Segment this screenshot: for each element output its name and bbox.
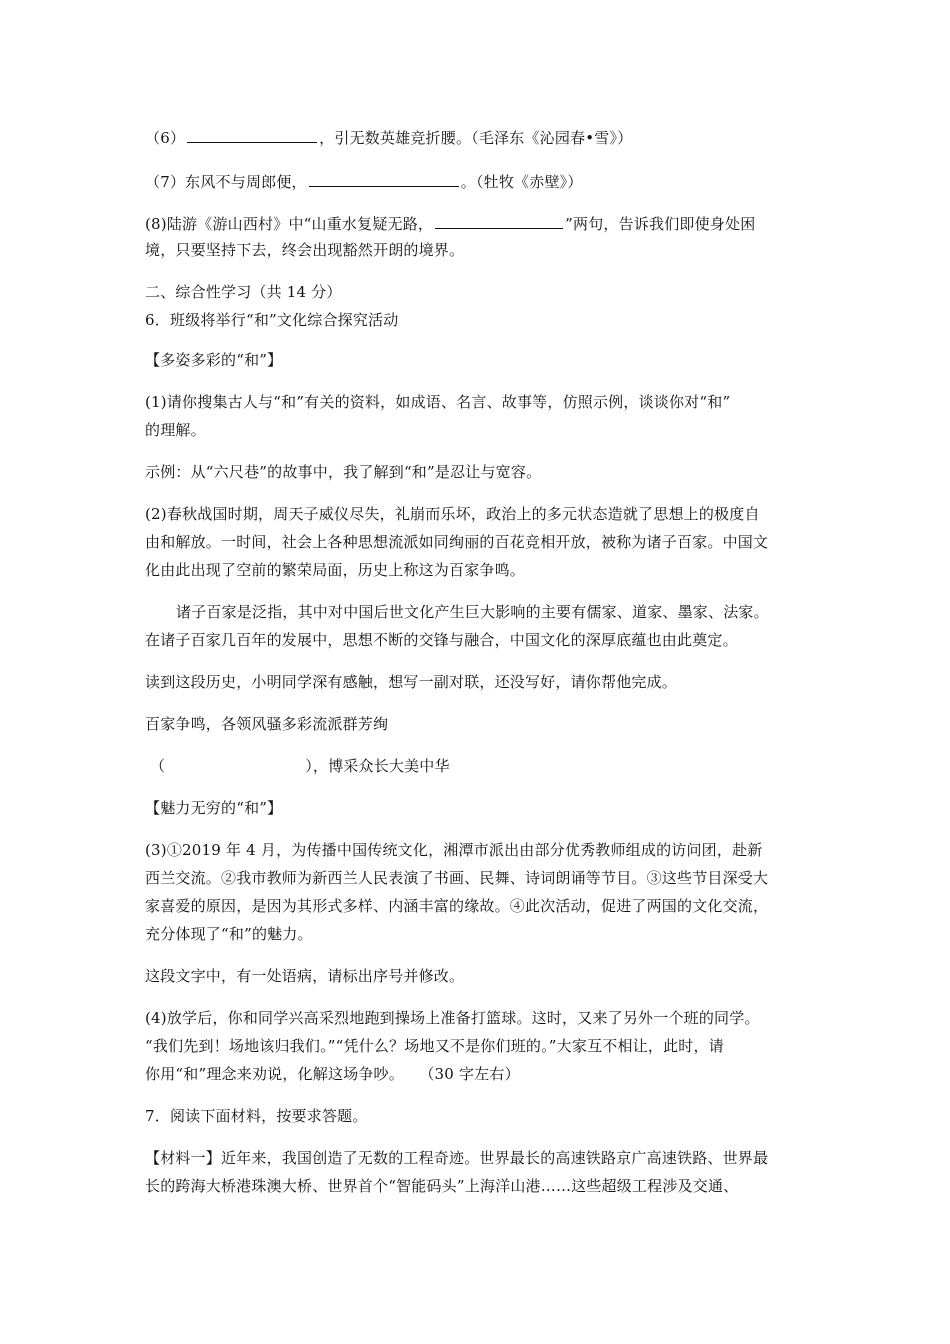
poem-line-8 — [145, 212, 810, 234]
couplet-text: ），博采众长大美中华 — [305, 757, 450, 775]
paragraph-line: 由和解放。一时间，社会上各种思想流派如同绚丽的百花竞相开放，被称为诸子百家。中国文 — [145, 533, 769, 551]
paragraph-line: 这段文字中，有一处语病，请标出序号并修改。 — [145, 967, 465, 985]
paragraph-line: (4)放学后，你和同学兴高采烈地跑到操场上准备打篮球。这时，又来了另外一个班的同学。 — [145, 1009, 760, 1027]
paragraph-line: (3)①2019 年 4 月，为传播中国传统文化，湘潭市派出由部分优秀教师组成的访问团，赴新 — [145, 841, 763, 859]
paragraph-line: 诸子百家是泛指，其中对中国后世文化产生巨大影响的主要有儒家、道家、墨家、法家。 — [176, 603, 769, 621]
paragraph-line: 你用“和”理念来劝说，化解这场争吵。 （30 字左右） — [145, 1065, 520, 1083]
poem-line-6 — [145, 126, 810, 148]
paragraph-line: 【材料一】近年来，我国创造了无数的工程奇迹。世界最长的高速铁路京广高速铁路、世界最 — [145, 1149, 769, 1167]
poem-text: (8)陆游《游山西村》中“山重水复疑无路， — [145, 215, 434, 233]
paragraph-line: 充分体现了“和”的魅力。 — [145, 925, 313, 943]
couplet-line-1: 百家争鸣，各领风骚多彩流派群芳绚 — [145, 715, 389, 733]
poem-text: ，引无数英雄竞折腰。（毛泽东《沁园春•雪》） — [319, 129, 633, 147]
fill-blank[interactable] — [309, 170, 459, 187]
paragraph-line: 境，只要坚持下去，终会出现豁然开朗的境界。 — [145, 241, 465, 259]
paragraph-line: 在诸子百家几百年的发展中，思想不断的交锋与融合，中国文化的深厚底蕴也由此奠定。 — [145, 631, 738, 649]
example-line: 示例：从“六尺巷”的故事中，我了解到“和”是忍让与宽容。 — [145, 463, 542, 481]
paragraph-line: 的理解。 — [145, 421, 206, 439]
poem-line-7 — [145, 170, 810, 192]
paragraph-line: 家喜爱的原因，是因为其形式多样、内涵丰富的缘故。④此次活动，促进了两国的文化交流， — [145, 897, 769, 915]
section-title: 二、综合性学习（共 14 分） — [145, 283, 342, 301]
poem-text: ”两句，告诉我们即使身处困 — [565, 215, 756, 233]
poem-text: 。（牡牧《赤壁》） — [460, 173, 583, 191]
paragraph-line: 长的跨海大桥港珠澳大桥、世界首个“智能码头”上海洋山港……这些超级工程涉及交通、 — [145, 1177, 739, 1195]
paragraph-line: “我们先到！场地该归我们。”“凭什么？场地又不是你们班的。”大家互不相让，此时，请 — [145, 1037, 724, 1055]
subheading: 【魅力无穷的“和”】 — [145, 799, 283, 817]
question-title: 7．阅读下面材料，按要求答题。 — [145, 1107, 368, 1125]
paragraph-line: 西兰交流。②我市教师为新西兰人民表演了书画、民舞、诗词朗诵等节目。③这些节目深受大 — [145, 869, 769, 887]
couplet-line-2 — [150, 756, 815, 776]
question-number: （6） — [145, 129, 186, 147]
open-bracket: （ — [150, 757, 166, 775]
paragraph-line: 化由此出现了空前的繁荣局面，历史上称这为百家争鸣。 — [145, 561, 526, 579]
fill-blank[interactable] — [187, 126, 317, 143]
fill-blank[interactable] — [435, 212, 563, 229]
paragraph-line: 读到这段历史，小明同学深有感触，想写一副对联，还没写好，请你帮他完成。 — [145, 673, 678, 691]
question-title: 6．班级将举行“和”文化综合探究活动 — [145, 311, 399, 329]
paragraph-line: (2)春秋战国时期，周天子威仪尽失，礼崩而乐坏，政治上的多元状态造就了思想上的极度自 — [145, 505, 760, 523]
subheading: 【多姿多彩的“和”】 — [145, 351, 283, 369]
poem-text: （7）东风不与周郎便， — [145, 173, 307, 191]
paragraph-line: (1)请你搜集古人与“和”有关的资料，如成语、名言、故事等，仿照示例，谈谈你对“和” — [145, 393, 731, 411]
